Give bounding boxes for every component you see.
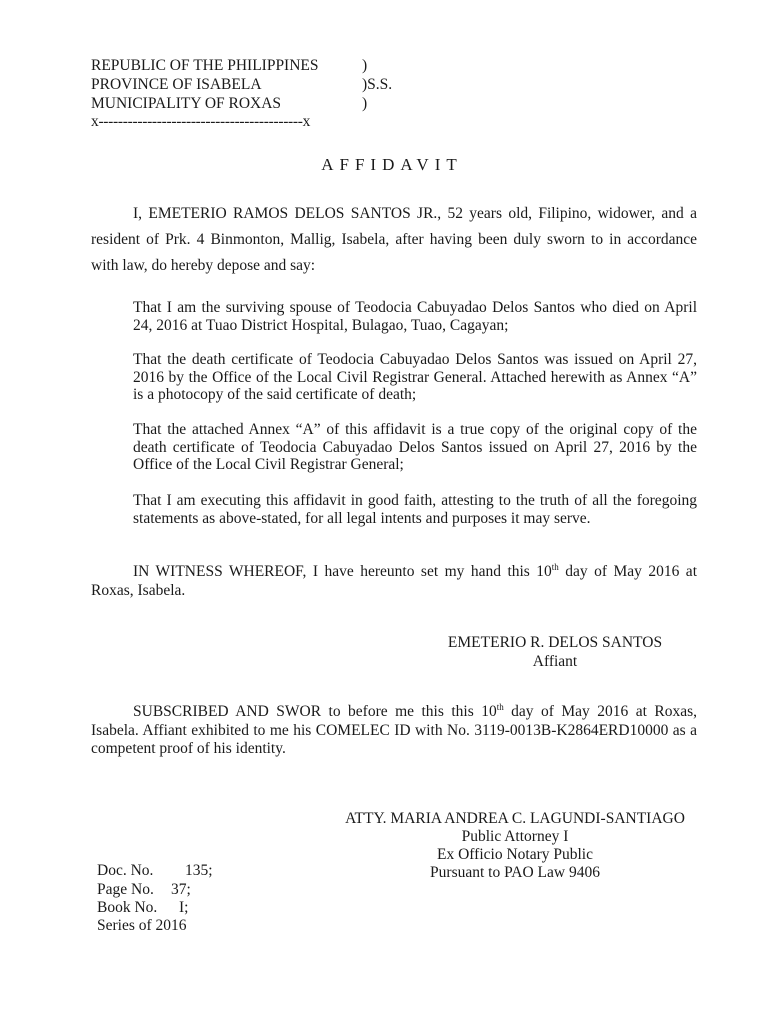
notary-authority: Pursuant to PAO Law 9406 <box>430 864 600 881</box>
intro-paragraph <box>91 201 697 279</box>
caption-province: PROVINCE OF ISABELA <box>91 76 262 93</box>
book-number-label: Book No. <box>97 899 158 916</box>
jurat-paragraph <box>91 703 697 759</box>
notary-title: Public Attorney I <box>461 828 569 845</box>
intro-text: I, EMETERIO RAMOS DELOS SANTOS JR., 52 years old, Filipino, widower, and a resident of Prk. 4 Binmonton, Mallig, Isabela, after having been duly sworn to in accordance with law, do hereby depose and say: <box>91 205 697 274</box>
series-year: Series of 2016 <box>97 917 187 934</box>
witness-paragraph <box>91 563 697 600</box>
jurat-text-end: day of May 2016 at Roxas, Isabela. Affiant exhibited to me his COMELEC ID with No. 3119-0013B-K2864ERD10000 as a competent proof of his identity. <box>91 703 698 757</box>
caption-paren: ) <box>362 57 368 74</box>
notary-name: ATTY. MARIA ANDREA C. LAGUNDI-SANTIAGO <box>345 810 685 827</box>
doc-number <box>97 862 213 881</box>
witness-sup: th <box>551 561 559 572</box>
caption-paren: ) <box>362 95 368 112</box>
caption-divider: x------------------------------------------x <box>91 113 311 130</box>
doc-number-value: 135; <box>185 862 213 879</box>
page-number-label: Page No. <box>97 881 154 898</box>
page-number-value: 37; <box>171 881 191 898</box>
affiant-role: Affiant <box>532 653 578 670</box>
document-title: AFFIDAVIT <box>321 155 463 174</box>
book-number <box>97 899 188 918</box>
witness-text: IN WITNESS WHEREOF, I have hereunto set my hand this 10 <box>133 563 552 580</box>
caption-municipality: MUNICIPALITY OF ROXAS <box>91 95 282 112</box>
doc-number-label: Doc. No. <box>97 862 154 879</box>
statement-paragraph: That the death certificate of Teodocia Cabuyadao Delos Santos was issued on April 27, 2016 by the Office of the Local Civil Registrar General. Attached herewith as Annex “A” is a photocopy of the said certificate of death; <box>133 351 697 403</box>
statement-paragraph: That I am executing this affidavit in good faith, attesting to the truth of all the foregoing statements as above-stated, for all legal intents and purposes it may serve. <box>133 492 697 527</box>
affiant-name: EMETERIO R. DELOS SANTOS <box>447 634 663 651</box>
jurat-text: SUBSCRIBED AND SWOR to before me this this 10 <box>133 703 497 720</box>
caption-republic: REPUBLIC OF THE PHILIPPINES <box>91 57 319 74</box>
statement-paragraph: That I am the surviving spouse of Teodocia Cabuyadao Delos Santos who died on April 24, 2016 at Tuao District Hospital, Bulagao, Tuao, Cagayan; <box>133 299 697 334</box>
page-number <box>97 881 191 900</box>
witness-text-end: day of May 2016 at Roxas, Isabela. <box>91 563 697 599</box>
jurat-sup: th <box>496 701 504 712</box>
notary-commission: Ex Officio Notary Public <box>437 846 593 863</box>
statement-paragraph: That the attached Annex “A” of this affidavit is a true copy of the original copy of the death certificate of Teodocia Cabuyadao Delos Santos issued on April 27, 2016 by the Office of the Local Civil Registrar General; <box>133 421 697 473</box>
caption-ss: )S.S. <box>362 76 393 93</box>
book-number-value: I; <box>179 899 189 916</box>
